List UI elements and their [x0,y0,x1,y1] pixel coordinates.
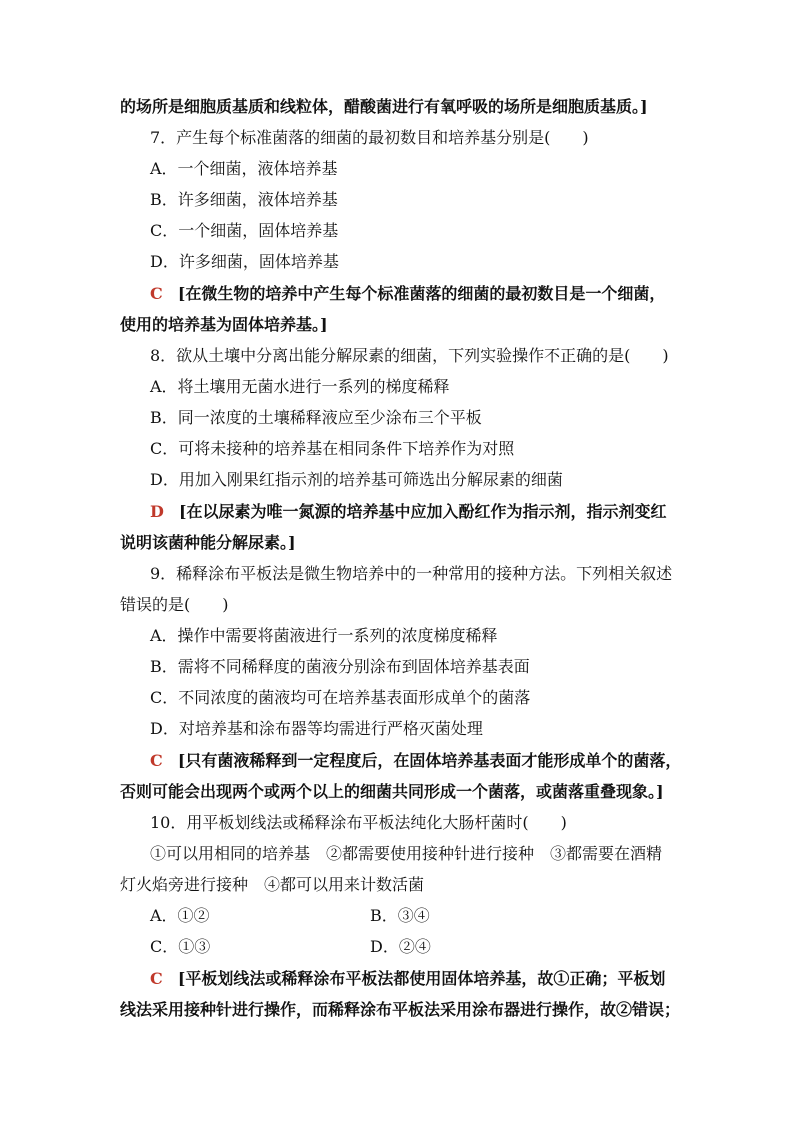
question-10-option-a: A．①② [150,906,210,925]
question-9-explanation-cont: 否则可能会出现两个或两个以上的细菌共同形成一个菌落，或菌落重叠现象。] [120,782,664,801]
question-7-option-c: C．一个细菌，固体培养基 [150,221,339,240]
question-8-option-a: A．将土壤用无菌水进行一系列的梯度稀释 [150,377,450,396]
question-7-option-b: B．许多细菌，液体培养基 [150,190,338,209]
question-7-stem: 7．产生每个标准菌落的细菌的最初数目和培养基分别是( ) [150,128,589,147]
question-8-answer-line [150,502,710,522]
question-9-option-b: B．需将不同稀释度的菌液分别涂布到固体培养基表面 [150,657,530,676]
question-9-option-c: C．不同浓度的菌液均可在培养基表面形成单个的菌落 [150,688,531,707]
question-10-explanation-cont: 线法采用接种针进行操作，而稀释涂布平板法采用涂布器进行操作，故②错误； [120,1000,681,1019]
question-8-answer: D [150,502,164,521]
question-8-option-d: D．用加入刚果红指示剂的培养基可筛选出分解尿素的细菌 [150,470,563,489]
question-10-answer: C [150,969,163,988]
question-10-option-c: C．①③ [150,937,211,956]
question-7-option-d: D．许多细菌，固体培养基 [150,252,339,271]
question-10-options-row-1 [150,906,710,926]
question-9-answer-line [150,751,710,771]
question-10-option-d: D．②④ [370,937,431,956]
question-8-option-b: B．同一浓度的土壤稀释液应至少涂布三个平板 [150,408,482,427]
question-9-answer: C [150,751,163,770]
question-9-option-d: D．对培养基和涂布器等均需进行严格灭菌处理 [150,719,483,738]
question-10-statements: ①可以用相同的培养基 ②都需要使用接种针进行接种 ③都需要在酒精 [150,844,663,863]
question-9-explanation: [只有菌液稀释到一定程度后，在固体培养基表面才能形成单个的菌落， [177,751,682,770]
question-7-explanation-cont: 使用的培养基为固体培养基。] [120,315,328,334]
question-8-explanation-cont: 说明该菌种能分解尿素。] [120,533,296,552]
question-10-answer-line [150,969,710,989]
question-7-answer: C [150,284,163,303]
question-10-explanation: [平板划线法或稀释涂布平板法都使用固体培养基，故①正确；平板划 [177,969,666,988]
question-8-option-c: C．可将未接种的培养基在相同条件下培养作为对照 [150,439,515,458]
text-line: 的场所是细胞质基质和线粒体，醋酸菌进行有氧呼吸的场所是细胞质基质。] [120,97,648,116]
question-10-option-b: B．③④ [370,906,430,925]
question-7-option-a: A．一个细菌，液体培养基 [150,159,338,178]
question-9-option-a: A．操作中需要将菌液进行一系列的浓度梯度稀释 [150,626,498,645]
question-8-stem: 8．欲从土壤中分离出能分解尿素的细菌，下列实验操作不正确的是( ) [150,346,669,365]
question-10-stem: 10．用平板划线法或稀释涂布平板法纯化大肠杆菌时( ) [150,813,567,832]
question-10-options-row-2 [150,937,710,957]
question-9-stem: 9．稀释涂布平板法是微生物培养中的一种常用的接种方法。下列相关叙述 [150,564,673,583]
question-7-explanation: [在微生物的培养中产生每个标准菌落的细菌的最初数目是一个细菌， [177,284,666,303]
question-9-stem-cont: 错误的是( ) [120,595,229,614]
question-8-explanation: [在以尿素为唯一氮源的培养基中应加入酚红作为指示剂，指示剂变红 [178,502,667,521]
question-10-statements-cont: 灯火焰旁进行接种 ④都可以用来计数活菌 [120,875,425,894]
question-7-answer-line [150,284,710,304]
